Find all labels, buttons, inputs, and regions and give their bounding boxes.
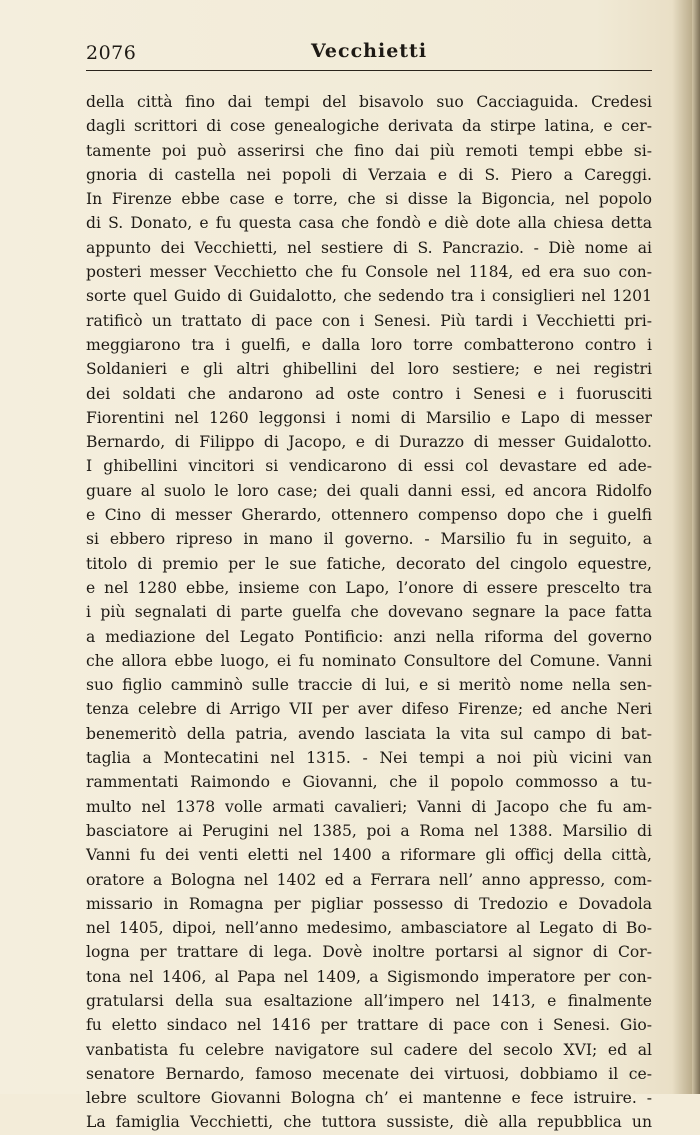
text-line: missario in Romagna per pigliar possesso di Tredozio e Dovadola — [86, 894, 652, 913]
text-line: gratularsi della sua esaltazione all’impero nel 1413, e finalmente — [86, 991, 652, 1010]
text-line: e Cino di messer Gherardo, ottennero compenso dopo che i guelfi — [86, 506, 652, 525]
running-title: Vecchietti — [310, 40, 428, 62]
page-edge — [692, 0, 700, 1094]
text-line: della città fino dai tempi del bisavolo suo Cacciaguida. Credesi — [86, 93, 652, 111]
text-line: La famiglia Vecchietti, che tuttora sussiste, diè alla repubblica un — [86, 1113, 652, 1132]
text-line: appunto dei Vecchietti, nel sestiere di S. Pancrazio. - Diè nome ai — [86, 238, 652, 257]
text-line: dagli scrittori di cose genealogiche derivata da stirpe latina, e cer- — [86, 117, 652, 136]
text-line: guare al suolo le loro case; dei quali danni essi, ed ancora Ridolfo — [86, 481, 652, 500]
text-line: I ghibellini vincitori si vendicarono di essi col devastare ed ade- — [86, 457, 652, 476]
text-line: Vanni fu dei venti eletti nel 1400 a riformare gli officj della città, — [86, 846, 652, 865]
text-line: sorte quel Guido di Guidalotto, che sedendo tra i consiglieri nel 1201 — [86, 287, 652, 306]
page-number: 2076 — [86, 42, 137, 64]
text-line: Soldanieri e gli altri ghibellini del loro sestiere; e nei registri — [86, 360, 652, 379]
text-line: In Firenze ebbe case e torre, che si disse la Bigoncia, nel popolo — [86, 190, 652, 209]
text-line: ratificò un trattato di pace con i Senesi. Più tardi i Vecchietti pri- — [86, 311, 652, 330]
text-line: Bernardo, di Filippo di Jacopo, e di Durazzo di messer Guidalotto. — [86, 433, 652, 452]
text-line: Fiorentini nel 1260 leggonsi i nomi di Marsilio e Lapo di messer — [86, 408, 652, 427]
text-line: che allora ebbe luogo, ei fu nominato Consultore del Comune. Vanni — [86, 651, 652, 670]
text-line: di S. Donato, e fu questa casa che fondò e diè dote alla chiesa detta — [86, 214, 652, 233]
text-line: lebre scultore Giovanni Bologna ch’ ei mantenne e fece istruire. - — [86, 1089, 652, 1108]
header-rule — [86, 70, 652, 71]
body-text — [86, 90, 652, 1135]
text-line: suo figlio camminò sulle traccie di lui, e si meritò nome nella sen- — [86, 676, 652, 695]
text-line: e nel 1280 ebbe, insieme con Lapo, l’onore di essere prescelto tra — [86, 578, 652, 597]
text-line: fu eletto sindaco nel 1416 per trattare di pace con i Senesi. Gio- — [86, 1016, 652, 1035]
text-line: posteri messer Vecchietto che fu Console nel 1184, ed era suo con- — [86, 263, 652, 282]
text-line: nel 1405, dipoi, nell’anno medesimo, ambasciatore al Legato di Bo- — [86, 919, 652, 938]
text-line: benemeritò della patria, avendo lasciata la vita sul campo di bat- — [86, 724, 652, 743]
text-line: si ebbero ripreso in mano il governo. - Marsilio fu in seguito, a — [86, 530, 652, 549]
text-line: a mediazione del Legato Pontificio: anzi nella riforma del governo — [86, 627, 652, 646]
text-line: rammentati Raimondo e Giovanni, che il popolo commosso a tu- — [86, 773, 652, 792]
text-line: tamente poi può asserirsi che fino dai più remoti tempi ebbe si- — [86, 141, 652, 160]
page-header — [86, 38, 652, 68]
text-line: gnoria di castella nei popoli di Verzaia e di S. Piero a Careggi. — [86, 165, 652, 184]
text-line: i più segnalati di parte guelfa che dovevano segnare la pace fatta — [86, 603, 652, 622]
text-line: tona nel 1406, al Papa nel 1409, a Sigismondo imperatore per con- — [86, 967, 652, 986]
text-line: oratore a Bologna nel 1402 ed a Ferrara nell’ anno appresso, com- — [86, 870, 652, 889]
text-line: senatore Bernardo, famoso mecenate dei virtuosi, dobbiamo il ce- — [86, 1064, 652, 1083]
text-line: titolo di premio per le sue fatiche, decorato del cingolo equestre, — [86, 554, 652, 573]
text-line: basciatore ai Perugini nel 1385, poi a Roma nel 1388. Marsilio di — [86, 821, 652, 840]
text-line: vanbatista fu celebre navigatore sul cadere del secolo XVI; ed al — [86, 1040, 652, 1059]
text-line: multo nel 1378 volle armati cavalieri; Vanni di Jacopo che fu am- — [86, 797, 652, 816]
text-line: dei soldati che andarono ad oste contro i Senesi e i fuorusciti — [86, 384, 652, 403]
text-line: meggiarono tra i guelfi, e dalla loro torre combatterono contro i — [86, 335, 652, 354]
text-line: tenza celebre di Arrigo VII per aver difeso Firenze; ed anche Neri — [86, 700, 652, 719]
text-line: logna per trattare di lega. Dovè inoltre portarsi al signor di Cor- — [86, 943, 652, 962]
text-line: taglia a Montecatini nel 1315. - Nei tempi a noi più vicini van — [86, 749, 652, 768]
